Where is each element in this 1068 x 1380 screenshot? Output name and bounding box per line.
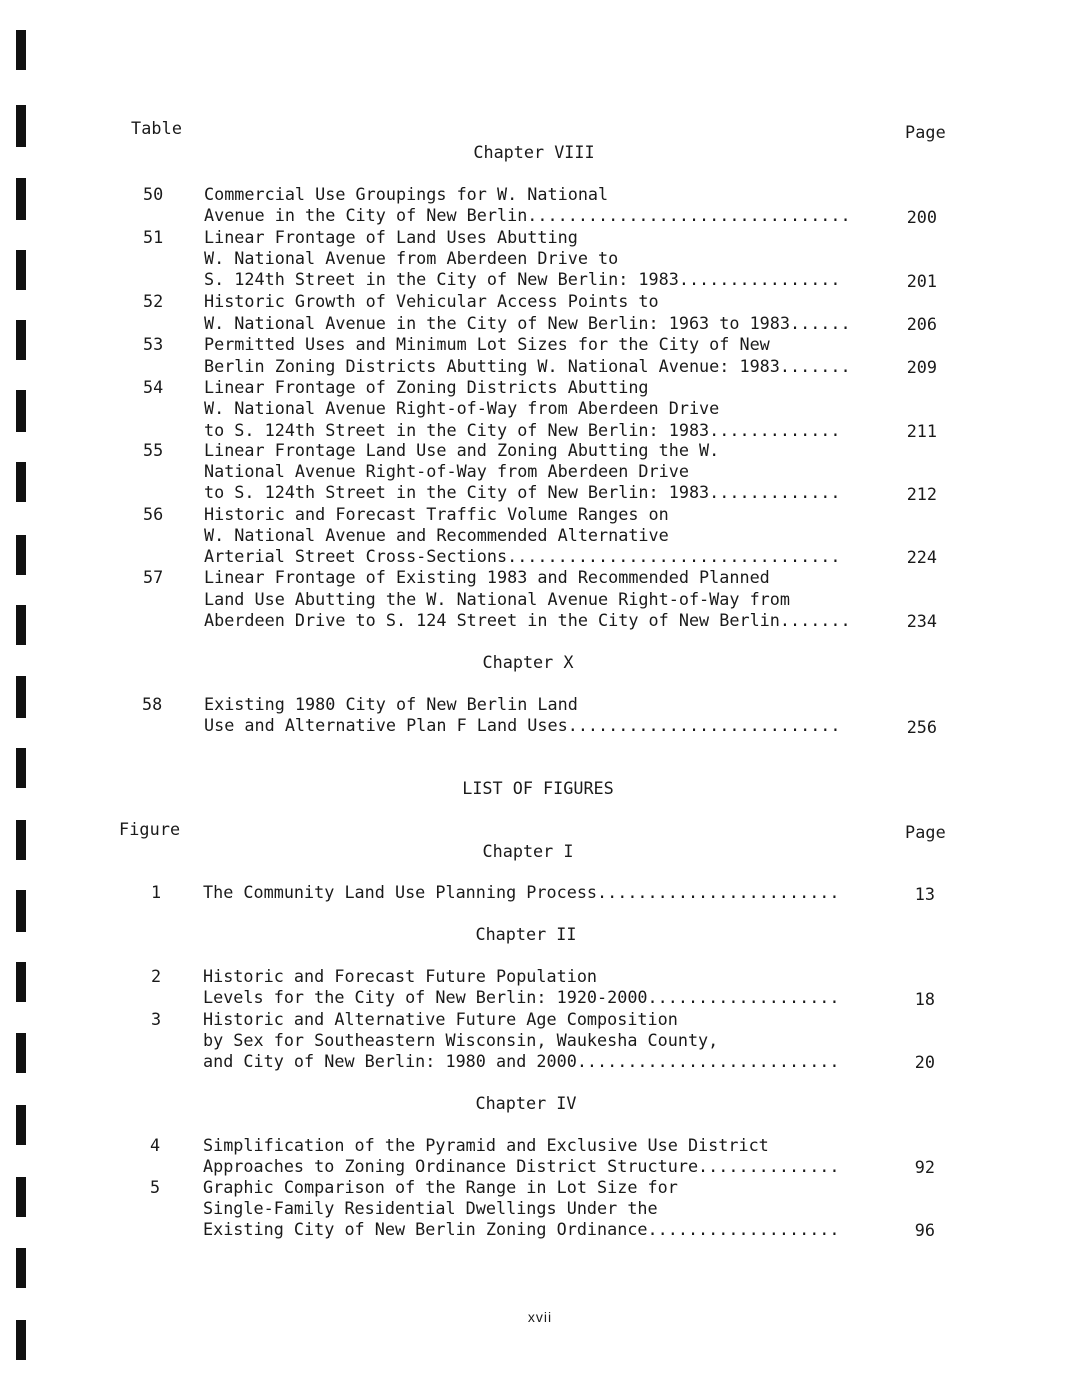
table-column-label: Table xyxy=(131,118,183,138)
chapter-heading: Chapter X xyxy=(482,652,574,672)
entry-number: 5 xyxy=(150,1177,161,1197)
entry-title-line: Levels for the City of New Berlin: 1920-2000................... xyxy=(203,987,840,1007)
page-column-label: Page xyxy=(905,122,946,142)
entry-page: 18 xyxy=(914,989,935,1009)
figure-column-label: Figure xyxy=(119,819,181,839)
entry-title-line: by Sex for Southeastern Wisconsin, Waukesha County, xyxy=(203,1030,719,1050)
entry-title-line: Historic and Forecast Traffic Volume Ranges on xyxy=(204,504,669,524)
entry-title-line: W. National Avenue Right-of-Way from Aberdeen Drive xyxy=(204,398,720,418)
page-number: xvii xyxy=(527,1309,553,1325)
entry-page: 211 xyxy=(906,421,937,441)
entry-title-line: Approaches to Zoning Ordinance District Structure.............. xyxy=(203,1156,840,1176)
entry-title-line: Land Use Abutting the W. National Avenue Right-of-Way from xyxy=(204,589,790,609)
entry-title-line: and City of New Berlin: 1980 and 2000.......................... xyxy=(203,1051,840,1071)
entry-title-line: Use and Alternative Plan F Land Uses........................... xyxy=(204,715,841,735)
entry-page: 234 xyxy=(906,611,937,631)
entry-title-line: Arterial Street Cross-Sections................................. xyxy=(204,546,841,566)
entry-page: 256 xyxy=(906,717,937,737)
entry-title-line: Commercial Use Groupings for W. National xyxy=(204,184,609,204)
entry-number: 56 xyxy=(143,504,164,524)
entry-title-line: Linear Frontage of Land Uses Abutting xyxy=(204,227,578,247)
entry-page: 201 xyxy=(906,271,937,291)
section-heading: LIST OF FIGURES xyxy=(462,778,614,798)
entry-number: 4 xyxy=(150,1135,161,1155)
entry-page: 224 xyxy=(906,547,937,567)
entry-page: 206 xyxy=(906,314,937,334)
entry-number: 50 xyxy=(143,184,164,204)
entry-number: 53 xyxy=(143,334,164,354)
entry-number: 3 xyxy=(151,1009,162,1029)
entry-title-line: Existing City of New Berlin Zoning Ordinance................... xyxy=(203,1219,840,1239)
entry-title-line: Aberdeen Drive to S. 124 Street in the City of New Berlin....... xyxy=(204,610,851,630)
entry-page: 92 xyxy=(914,1157,935,1177)
entry-page: 209 xyxy=(906,357,937,377)
page-column-label: Page xyxy=(905,822,946,842)
entry-title-line: Linear Frontage Land Use and Zoning Abutting the W. xyxy=(204,440,720,460)
entry-title-line: Permitted Uses and Minimum Lot Sizes for the City of New xyxy=(204,334,770,354)
entry-number: 2 xyxy=(151,966,162,986)
entry-number: 1 xyxy=(151,882,162,902)
entry-title-line: Graphic Comparison of the Range in Lot Size for xyxy=(203,1177,678,1197)
entry-title-line: W. National Avenue from Aberdeen Drive to xyxy=(204,248,619,268)
entry-title-line: Linear Frontage of Existing 1983 and Recommended Planned xyxy=(204,567,770,587)
entry-page: 212 xyxy=(906,484,937,504)
entry-number: 58 xyxy=(142,694,163,714)
entry-title-line: S. 124th Street in the City of New Berlin: 1983................ xyxy=(204,269,841,289)
entry-number: 54 xyxy=(143,377,164,397)
entry-title-line: to S. 124th Street in the City of New Berlin: 1983............. xyxy=(204,482,841,502)
entry-title-line: Simplification of the Pyramid and Exclusive Use District xyxy=(203,1135,769,1155)
entry-title-line: Historic Growth of Vehicular Access Points to xyxy=(204,291,659,311)
entry-page: 200 xyxy=(906,207,937,227)
chapter-heading: Chapter I xyxy=(482,841,574,861)
entry-title-line: Linear Frontage of Zoning Districts Abutting xyxy=(204,377,649,397)
entry-title-line: The Community Land Use Planning Process........................ xyxy=(203,882,840,902)
entry-title-line: Avenue in the City of New Berlin................................ xyxy=(204,205,851,225)
entry-title-line: to S. 124th Street in the City of New Berlin: 1983............. xyxy=(204,420,841,440)
entry-number: 51 xyxy=(143,227,164,247)
entry-number: 57 xyxy=(143,567,164,587)
entry-title-line: Historic and Alternative Future Age Composition xyxy=(203,1009,678,1029)
entry-page: 20 xyxy=(914,1052,935,1072)
entry-page: 96 xyxy=(914,1220,935,1240)
entry-page: 13 xyxy=(914,884,935,904)
entry-title-line: National Avenue Right-of-Way from Aberdeen Drive xyxy=(204,461,689,481)
chapter-heading: Chapter II xyxy=(475,924,577,944)
entry-title-line: Existing 1980 City of New Berlin Land xyxy=(204,694,578,714)
entry-number: 52 xyxy=(143,291,164,311)
entry-title-line: Historic and Forecast Future Population xyxy=(203,966,598,986)
entry-title-line: Single-Family Residential Dwellings Under the xyxy=(203,1198,658,1218)
entry-title-line: Berlin Zoning Districts Abutting W. National Avenue: 1983....... xyxy=(204,356,851,376)
entry-title-line: W. National Avenue in the City of New Berlin: 1963 to 1983...... xyxy=(204,313,851,333)
chapter-heading: Chapter VIII xyxy=(473,142,595,162)
entry-title-line: W. National Avenue and Recommended Alternative xyxy=(204,525,669,545)
chapter-heading: Chapter IV xyxy=(475,1093,577,1113)
entry-number: 55 xyxy=(143,440,164,460)
